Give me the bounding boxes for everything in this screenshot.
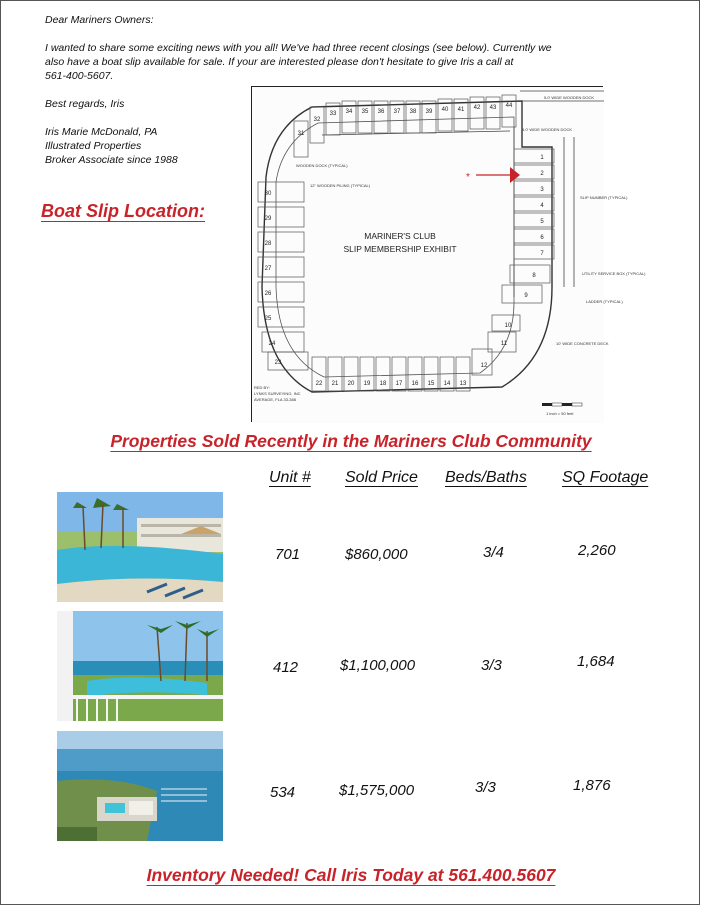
slip-number: 30 — [264, 191, 272, 197]
property-photo-aerial — [57, 731, 223, 841]
slip-number: 1 — [540, 155, 544, 161]
slip-number: 39 — [425, 109, 433, 115]
slip-number: 6 — [540, 235, 544, 241]
scale-bar — [542, 403, 582, 406]
slip-number: 14 — [443, 381, 451, 387]
map-label: LADDER (TYPICAL) — [586, 299, 623, 304]
map-credit: AVERAGE, FLA 33-388 — [254, 397, 296, 402]
slip-number: 41 — [457, 107, 465, 113]
column-header-price: Sold Price — [345, 469, 418, 486]
map-label: UTILITY SERVICE BOX (TYPICAL) — [582, 271, 646, 276]
slip-number: 15 — [427, 381, 435, 387]
map-label: 5.0' WIDE WOODEN DOCK — [544, 95, 595, 100]
property-photo-pool — [57, 492, 223, 602]
body-line: I wanted to share some exciting news with you all! We've had three recent closings (see below). Currently we — [45, 42, 552, 54]
signature-title: Broker Associate since 1988 — [45, 154, 178, 166]
column-header-beds: Beds/Baths — [445, 469, 527, 486]
sold-price: $860,000 — [345, 546, 408, 563]
sold-properties-heading: Properties Sold Recently in the Mariners Club Community — [110, 431, 592, 451]
map-label: 4.0' WIDE WOODEN DOCK — [522, 127, 573, 132]
slip-number: 26 — [264, 291, 272, 297]
sold-price: $1,100,000 — [340, 657, 416, 674]
beds-baths: 3/3 — [475, 779, 496, 796]
slip-number: 35 — [361, 109, 369, 115]
slip-number: 2 — [540, 171, 544, 177]
slip-number: 13 — [459, 381, 467, 387]
slip-number: 28 — [264, 241, 272, 247]
map-scale: 1 inch = 50 feet — [546, 411, 574, 416]
slip-number: 20 — [347, 381, 355, 387]
slip-number: 3 — [540, 187, 544, 193]
slip-number: 38 — [409, 109, 417, 115]
slip-number: 24 — [268, 341, 276, 347]
property-photo-balcony — [57, 611, 223, 721]
slip-number: 8 — [532, 273, 536, 279]
slip-number: 43 — [489, 105, 497, 111]
phone-line: 561-400-5607. — [45, 70, 114, 82]
slip-number: 19 — [363, 381, 371, 387]
slip-map — [251, 86, 646, 422]
beds-baths: 3/4 — [483, 544, 504, 561]
slip-number: 7 — [540, 251, 544, 257]
map-label: 10' WIDE CONCRETE DECK — [556, 341, 609, 346]
greeting: Dear Mariners Owners: — [45, 14, 154, 26]
slip-number: 21 — [331, 381, 339, 387]
slip-number: 34 — [345, 109, 353, 115]
slip-number: 9 — [524, 293, 528, 299]
sold-price: $1,575,000 — [339, 782, 415, 799]
slip-number: 42 — [473, 105, 481, 111]
slip-number: 33 — [329, 111, 337, 117]
closing: Best regards, Iris — [45, 98, 125, 110]
map-label: 12" WOODEN PILING (TYPICAL) — [310, 183, 371, 188]
body-line: also have a boat slip available for sale. If your are interested please don't hesitate to give Iris a call at — [45, 56, 514, 68]
slip-number: 32 — [313, 117, 321, 123]
square-footage: 1,684 — [577, 653, 615, 670]
square-footage: 2,260 — [578, 542, 616, 559]
column-header-unit: Unit # — [269, 469, 311, 486]
slip-number: 31 — [297, 131, 305, 137]
map-label: WOODEN DOCK (TYPICAL) — [296, 163, 348, 168]
signature-company: Illustrated Properties — [45, 140, 142, 152]
slip-number: 5 — [540, 219, 544, 225]
slip-number: 25 — [264, 316, 272, 322]
slip-marker-asterisk: * — [466, 172, 470, 183]
slip-number: 40 — [441, 107, 449, 113]
slip-number: 37 — [393, 109, 401, 115]
slip-map-drawing — [252, 87, 646, 423]
map-subtitle: SLIP MEMBERSHIP EXHIBIT — [343, 244, 457, 254]
slip-number: 27 — [264, 266, 272, 272]
footer-call-to-action: Inventory Needed! Call Iris Today at 561.400.5607 — [146, 865, 556, 885]
map-credit: LYNKS SURVEYING, INC — [254, 391, 301, 396]
beds-baths: 3/3 — [481, 657, 502, 674]
map-credit: RED BY: — [254, 385, 270, 390]
signature-name: Iris Marie McDonald, PA — [45, 126, 158, 138]
unit-number: 701 — [275, 546, 301, 563]
unit-number: 412 — [273, 659, 299, 676]
boat-slip-heading: Boat Slip Location: — [41, 201, 205, 221]
slip-number: 16 — [411, 381, 419, 387]
slip-number: 11 — [500, 341, 508, 347]
slip-number: 29 — [264, 216, 272, 222]
square-footage: 1,876 — [573, 777, 611, 794]
slip-number: 4 — [540, 203, 544, 209]
map-label: SLIP NUMBER (TYPICAL) — [580, 195, 628, 200]
slip-number: 17 — [395, 381, 403, 387]
slip-number: 10 — [504, 323, 512, 329]
slip-number: 44 — [505, 103, 513, 109]
map-title: MARINER'S CLUB — [364, 231, 436, 241]
slip-number: 18 — [379, 381, 387, 387]
unit-number: 534 — [270, 784, 296, 801]
slip-number: 22 — [315, 381, 323, 387]
column-header-sqft: SQ Footage — [562, 469, 649, 486]
slip-number: 12 — [480, 363, 488, 369]
slip-number: 23 — [274, 360, 282, 366]
slip-number: 36 — [377, 109, 385, 115]
